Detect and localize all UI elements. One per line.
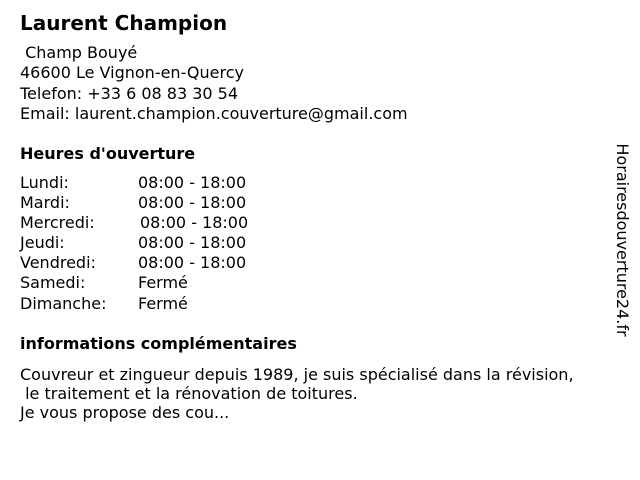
time-value: Fermé <box>138 293 188 313</box>
hours-row-tuesday <box>20 193 320 213</box>
hours-row-sunday <box>20 294 320 314</box>
description-block <box>20 365 630 422</box>
time-value: Fermé <box>138 273 188 293</box>
day-label: Mardi: <box>20 193 70 213</box>
hours-heading: Heures d'ouverture <box>20 144 196 163</box>
day-label: Lundi: <box>20 173 69 192</box>
time-value: 08:00 - 18:00 <box>138 173 247 192</box>
site-watermark: Horairesdouverture24.fr <box>613 143 632 337</box>
day-label: Jeudi: <box>20 233 65 253</box>
day-label: Dimanche: <box>20 293 107 313</box>
phone-number: Telefon: +33 6 08 83 30 54 <box>20 83 239 103</box>
hours-row-thursday <box>20 233 320 253</box>
description-line: Couvreur et zingueur depuis 1989, je suis spécialisé dans la révision, <box>20 365 574 384</box>
street-address: Champ Bouyé <box>20 43 138 62</box>
email-address: Email: laurent.champion.couverture@gmail.com <box>20 103 408 123</box>
description-line: le traitement et la rénovation de toitures. <box>20 384 358 403</box>
hours-table <box>20 173 320 314</box>
time-value: 08:00 - 18:00 <box>138 193 247 213</box>
business-name: Laurent Champion <box>20 11 228 35</box>
hours-row-saturday <box>20 273 320 293</box>
city-address: 46600 Le Vignon-en-Quercy <box>20 63 244 83</box>
info-heading: informations complémentaires <box>20 334 297 353</box>
contact-block <box>20 43 408 124</box>
time-value: 08:00 - 18:00 <box>140 213 249 233</box>
description-line: Je vous propose des cou... <box>20 403 230 422</box>
hours-row-wednesday <box>20 213 320 233</box>
hours-row-friday <box>20 253 320 273</box>
day-label: Vendredi: <box>20 253 96 273</box>
time-value: 08:00 - 18:00 <box>138 233 247 253</box>
time-value: 08:00 - 18:00 <box>138 253 247 273</box>
day-label: Samedi: <box>20 273 86 293</box>
day-label: Mercredi: <box>20 213 95 233</box>
hours-row-monday <box>20 173 320 193</box>
